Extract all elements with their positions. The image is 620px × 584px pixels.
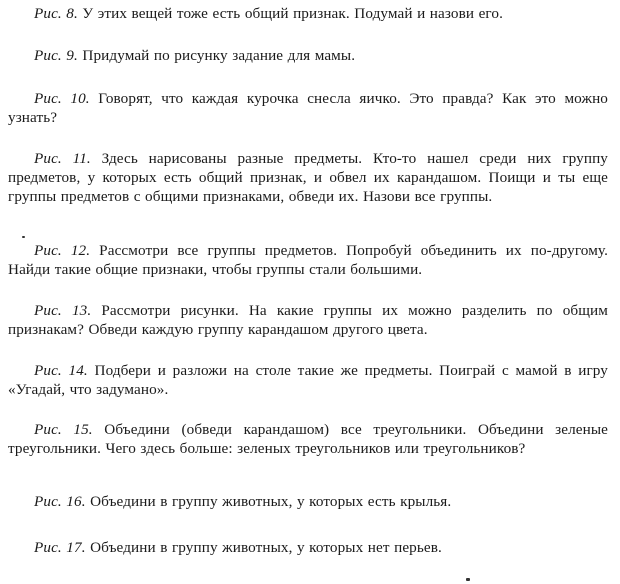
paragraph-fig-16 (8, 492, 608, 511)
paragraph-fig-10 (8, 89, 608, 127)
figure-ref: Рис. 9. (34, 47, 78, 64)
figure-ref: Рис. 10. (34, 90, 90, 107)
paragraph-fig-8 (8, 4, 608, 23)
paragraph-fig-9 (8, 46, 608, 65)
paragraph-text: Подбери и разложи на столе такие же предметы. Поиграй с мамой в игру «Угадай, что задумано». (8, 362, 608, 398)
paragraph-text: Объедини в группу животных, у которых нет перьев. (85, 539, 442, 556)
paragraph-fig-14 (8, 361, 608, 399)
paragraph-fig-17 (8, 538, 608, 557)
figure-ref: Рис. 17. (34, 539, 86, 556)
paragraph-text: Здесь нарисованы разные предметы. Кто-то нашел среди них группу предметов, у которых есть общий признак, и обвел их карандашом. Поищи и ты еще группы предметов с общими признаками, обведи их. Назови все группы. (8, 150, 608, 205)
figure-ref: Рис. 14. (34, 362, 88, 379)
print-speck (466, 578, 470, 581)
paragraph-text: Говорят, что каждая курочка снесла яичко. Это правда? Как это можно узнать? (8, 90, 608, 126)
paragraph-fig-12 (8, 241, 608, 279)
paragraph-text: Рассмотри рисунки. На какие группы их можно разделить по общим признакам? Обведи каждую группу карандашом другого цвета. (8, 302, 608, 338)
paragraph-text: У этих вещей тоже есть общий признак. Подумай и назови его. (77, 5, 503, 22)
figure-ref: Рис. 12. (34, 242, 91, 259)
paragraph-fig-13 (8, 301, 608, 339)
paragraph-text: Рассмотри все группы предметов. Попробуй объединить их по-другому. Найди такие общие признаки, чтобы группы стали большими. (8, 242, 608, 278)
paragraph-text: Придумай по рисунку задание для мамы. (77, 47, 356, 64)
paragraph-text: Объедини (обведи карандашом) все треугольники. Объедини зеленые треугольники. Чего здесь больше: зеленых треугольников или треугольников? (8, 421, 609, 457)
paragraph-fig-15 (8, 420, 608, 458)
figure-ref: Рис. 8. (34, 5, 78, 22)
paragraph-fig-11 (8, 149, 608, 206)
paragraph-text: Объедини в группу животных, у которых есть крылья. (85, 493, 452, 510)
figure-ref: Рис. 15. (34, 421, 93, 438)
figure-ref: Рис. 13. (34, 302, 92, 319)
figure-ref: Рис. 11. (34, 150, 91, 167)
figure-ref: Рис. 16. (34, 493, 86, 510)
print-speck (22, 236, 25, 238)
